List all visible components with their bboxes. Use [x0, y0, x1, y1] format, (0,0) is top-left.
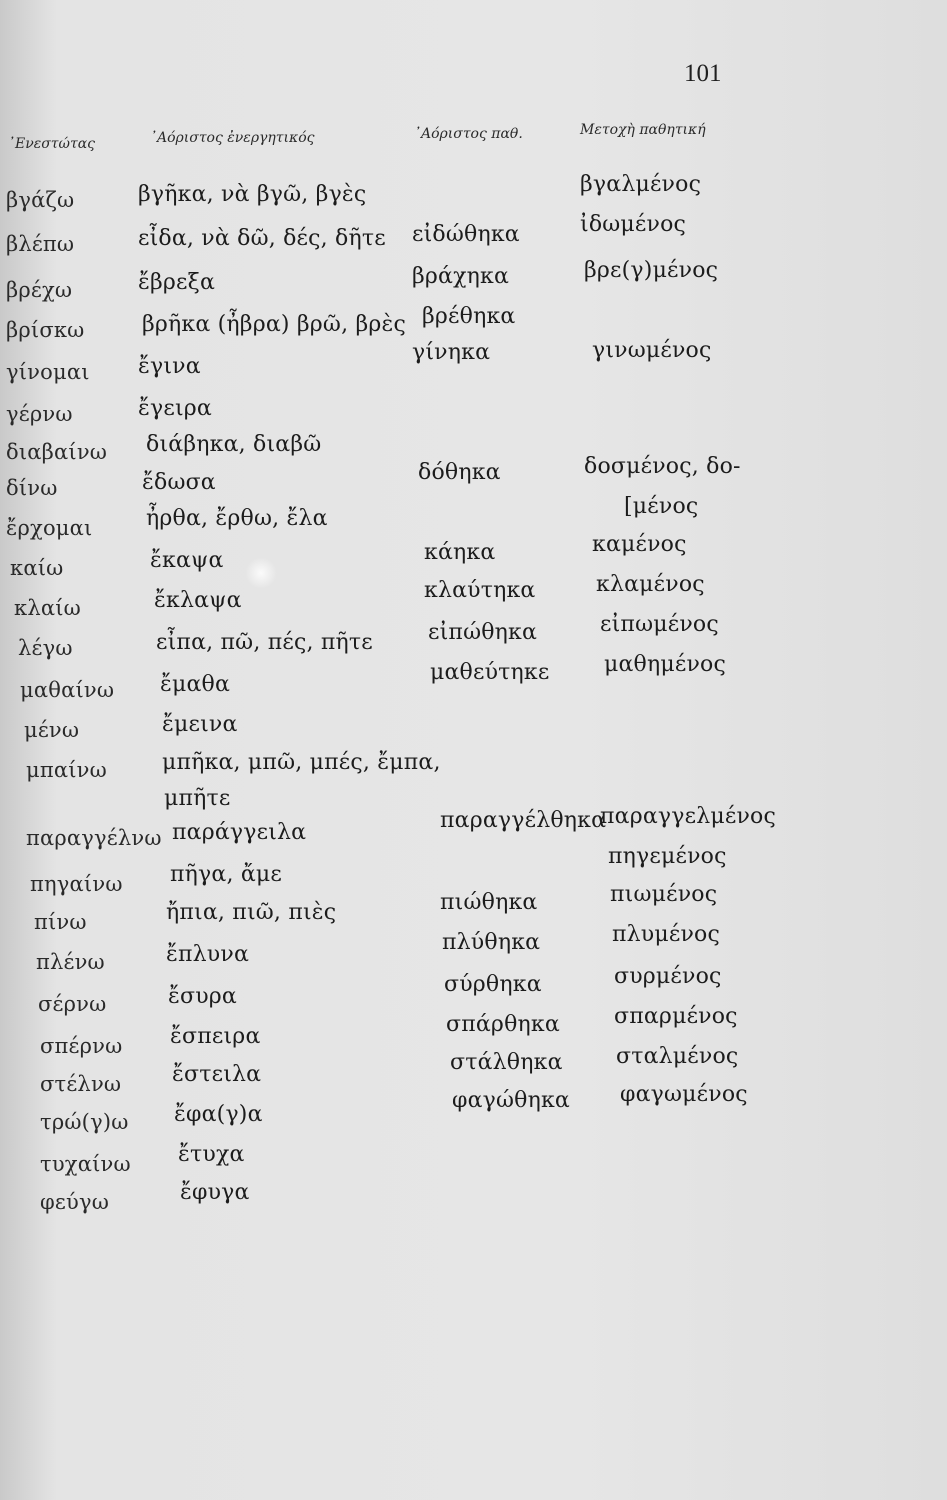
verb-aorist-active: ἔπλυνα — [166, 942, 250, 967]
verb-aorist-passive: παραγγέλθηκα — [440, 808, 607, 833]
verb-aorist-active: πῆγα, ἄμε — [170, 862, 282, 887]
verb-present: βγάζω — [6, 188, 75, 212]
verb-aorist-passive: εἰπώθηκα — [428, 620, 538, 645]
verb-aorist-active: ἔφα(γ)α — [174, 1102, 263, 1127]
verb-aorist-active: εἶπα, πῶ, πές, πῆτε — [156, 630, 373, 655]
verb-participle: δοσμένος, δο- — [584, 454, 741, 479]
verb-aorist-passive: εἰδώθηκα — [412, 222, 520, 247]
verb-present: ἔρχομαι — [6, 516, 93, 540]
verb-aorist-active: ἔκλαψα — [154, 588, 242, 613]
verb-aorist-passive: γίνηκα — [412, 340, 491, 365]
verb-present: στέλνω — [40, 1072, 122, 1096]
header-aorist-active: ᾿Αόριστος ἐνεργητικός — [150, 130, 315, 146]
verb-participle: κλαμένος — [596, 572, 705, 597]
verb-participle: φαγωμένος — [620, 1082, 748, 1107]
verb-participle: καμένος — [592, 532, 687, 557]
paper-blot — [244, 558, 278, 588]
verb-aorist-active: βρῆκα (ἦβρα) βρῶ, βρὲς — [142, 312, 407, 337]
verb-aorist-passive: στάλθηκα — [450, 1050, 563, 1075]
verb-aorist-active: ἔμαθα — [160, 672, 231, 697]
verb-aorist-passive: δόθηκα — [418, 460, 501, 485]
verb-aorist-passive: σύρθηκα — [444, 972, 542, 997]
verb-present: γίνομαι — [6, 360, 90, 384]
verb-present: σέρνω — [38, 992, 107, 1016]
verb-present: λέγω — [18, 636, 73, 660]
verb-participle: πηγεμένος — [608, 844, 727, 869]
verb-present: πηγαίνω — [30, 872, 123, 896]
verb-present: γέρνω — [6, 402, 73, 426]
verb-aorist-active: ἔφυγα — [180, 1180, 250, 1205]
verb-aorist-passive: βρέθηκα — [422, 304, 516, 329]
verb-present: βλέπω — [6, 232, 75, 256]
verb-aorist-passive: βράχηκα — [412, 264, 510, 289]
verb-aorist-active: μπῆκα, μπῶ, μπές, ἔμπα, — [162, 750, 441, 775]
verb-present: παραγγέλνω — [26, 826, 162, 850]
verb-participle: συρμένος — [614, 964, 722, 989]
verb-aorist-active: ἔσπειρα — [170, 1024, 261, 1049]
verb-aorist-active: παράγγειλα — [172, 820, 307, 845]
verb-aorist-passive: φαγώθηκα — [452, 1088, 570, 1113]
verb-present: καίω — [10, 556, 64, 580]
verb-aorist-passive: κάηκα — [424, 540, 496, 565]
verb-participle: σταλμένος — [616, 1044, 739, 1069]
verb-participle: βγαλμένος — [580, 172, 702, 197]
header-present: ᾿Ενεστώτας — [8, 136, 96, 152]
verb-aorist-passive: κλαύτηκα — [424, 578, 536, 603]
verb-present: μένω — [24, 718, 80, 742]
verb-aorist-active: ἔγινα — [138, 354, 201, 379]
verb-aorist-active: διάβηκα, διαβῶ — [146, 432, 322, 457]
verb-aorist-active: βγῆκα, νὰ βγῶ, βγὲς — [138, 182, 367, 207]
header-aorist-passive: ᾿Αόριστος παθ. — [414, 126, 523, 142]
verb-present: βρίσκω — [6, 318, 85, 342]
verb-present: πλένω — [36, 950, 105, 974]
verb-participle: γινωμένος — [592, 338, 712, 363]
verb-participle: εἰπωμένος — [600, 612, 719, 637]
verb-participle: [μένος — [624, 494, 699, 519]
verb-aorist-passive: πιώθηκα — [440, 890, 538, 915]
verb-aorist-active: ἔτυχα — [178, 1142, 245, 1167]
page-number: 101 — [684, 60, 722, 87]
verb-participle: ἰδωμένος — [580, 212, 687, 237]
verb-aorist-active: ἤπια, πιῶ, πιὲς — [166, 900, 337, 925]
verb-present: μαθαίνω — [20, 678, 115, 702]
verb-aorist-active: ἔστειλα — [172, 1062, 262, 1087]
verb-present: διαβαίνω — [6, 440, 108, 464]
verb-present: κλαίω — [14, 596, 81, 620]
verb-aorist-active: ἔμεινα — [162, 712, 238, 737]
verb-present: τυχαίνω — [40, 1152, 131, 1176]
verb-present: μπαίνω — [26, 758, 107, 782]
verb-present: βρέχω — [6, 278, 73, 302]
verb-participle: σπαρμένος — [614, 1004, 738, 1029]
verb-aorist-active: ἔβρεξα — [138, 270, 216, 295]
verb-aorist-active: ἔσυρα — [168, 984, 237, 1009]
verb-aorist-passive: σπάρθηκα — [446, 1012, 560, 1037]
verb-aorist-active: ἦρθα, ἔρθω, ἔλα — [146, 506, 328, 531]
verb-participle: βρε(γ)μένος — [584, 258, 719, 283]
verb-present: πίνω — [34, 910, 87, 934]
verb-aorist-active: ἔκαψα — [150, 548, 224, 573]
verb-aorist-active: μπῆτε — [164, 786, 231, 811]
verb-participle: πιωμένος — [610, 882, 718, 907]
verb-participle: παραγγελμένος — [600, 804, 776, 829]
verb-present: σπέρνω — [40, 1034, 123, 1058]
verb-present: τρώ(γ)ω — [40, 1110, 129, 1134]
verb-aorist-passive: πλύθηκα — [442, 930, 541, 955]
header-passive-participle: Μετοχὴ παθητική — [580, 122, 706, 138]
verb-present: φεύγω — [40, 1190, 110, 1214]
verb-present: δίνω — [6, 476, 58, 500]
verb-participle: πλυμένος — [612, 922, 721, 947]
verb-participle: μαθημένος — [604, 652, 727, 677]
verb-aorist-active: ἔγειρα — [138, 396, 212, 421]
verb-aorist-passive: μαθεύτηκε — [430, 660, 550, 685]
verb-aorist-active: εἶδα, νὰ δῶ, δές, δῆτε — [138, 226, 386, 251]
verb-aorist-active: ἔδωσα — [142, 470, 216, 495]
